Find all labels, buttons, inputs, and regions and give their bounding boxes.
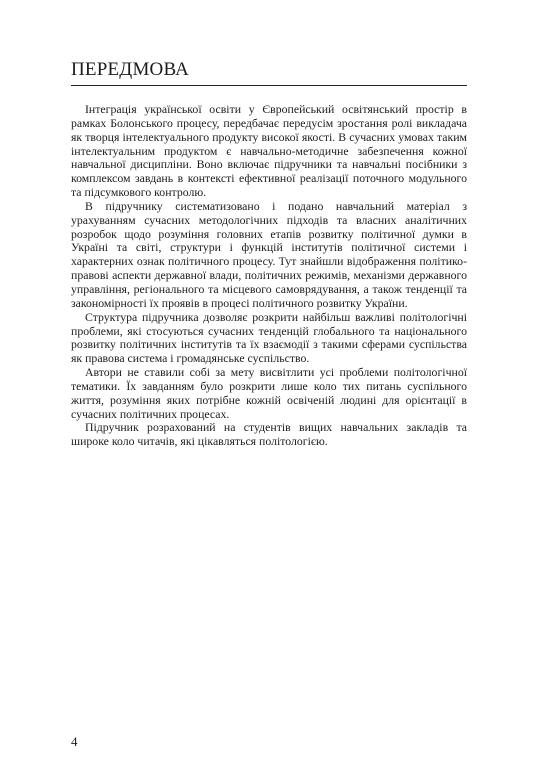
paragraph-3: Структура підручника дозволяє розкрити найбільш важливі політологічні проблеми, які стосуються сучасних тенденцій глобального та національного розвитку політичних інститутів та їх взаємодії з такими сферами суспільства як правова система і громадянське суспільство. [71, 309, 467, 366]
page-number: 4 [71, 734, 78, 749]
paragraph-2: В підручнику систематизовано і подано навчальний матеріал з урахуванням сучасних методологічних підходів та власних аналітичних розробок щодо розуміння головних етапів розвитку політичної думки в Україні та світі, структури і функцій інститутів політичної системи і характерних ознак політичного процесу. Тут знайшли відображення політико-правові аспекти державної влади, політичних режимів, механізми державного управління, регіонального та місцевого самоврядування, а також тенденції та закономірності їх проявів в процесі політичного розвитку України. [71, 198, 467, 310]
page-title: ПЕРЕДМОВА [71, 59, 190, 80]
paragraph-1: Інтеграція української освіти у Європейський освітянський простір в рамках Болонського процесу, передбачає передусім зростання ролі викладача як творця інтелектуального продукту високої якості. В сучасних умовах таким інтелектуальним продуктом є навчально-методичне забезпечення кожної навчальної дисципліни. Воно включає підручники та навчальні посібники з комплексом завдань в контексті ефективної реалізації поточного модульного та підсумкового контролю. [71, 102, 467, 200]
heading-underline [71, 85, 467, 86]
paragraph-5: Підручник розрахований на студентів вищих навчальних закладів та широке коло читачів, які цікавляться політологією. [71, 420, 467, 449]
heading-block [71, 58, 467, 86]
paragraph-4: Автори не ставили собі за мету висвітлити усі проблеми політологічної тематики. Їх завданням було розкрити лише коло тих питань суспільного життя, розуміння яких потрібне кожній освіченій людині для орієнтації в сучасних політичних процесах. [71, 365, 467, 421]
preface-body [71, 103, 467, 449]
